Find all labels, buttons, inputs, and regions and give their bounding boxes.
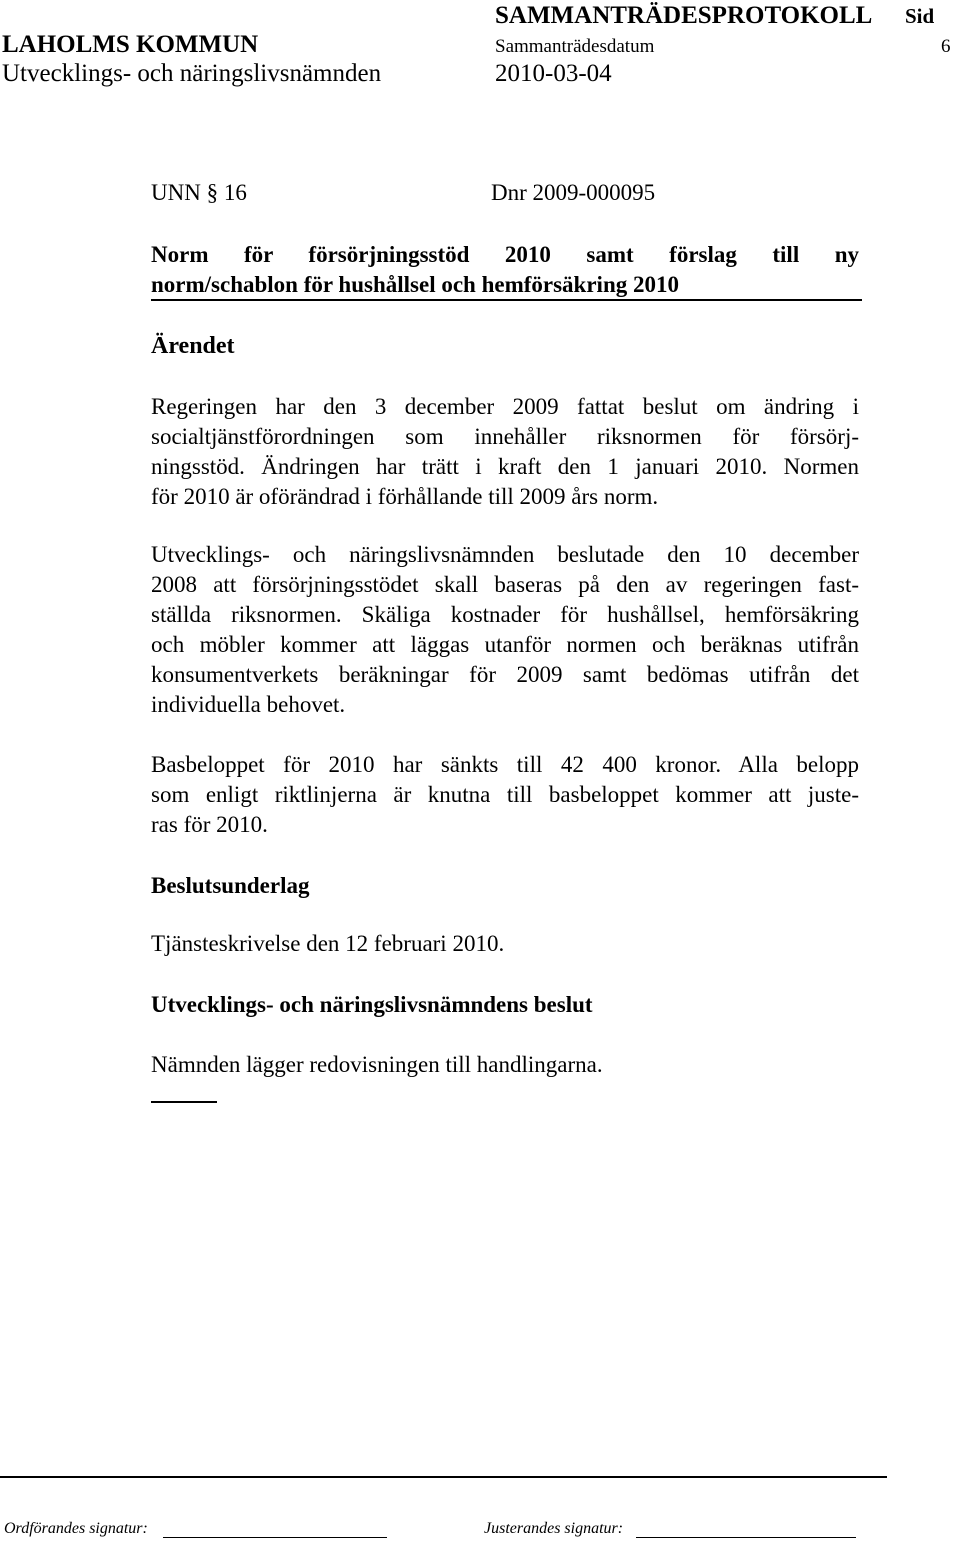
decision-text: Nämnden lägger redovisningen till handlingarna. bbox=[151, 1052, 603, 1077]
paragraph-line: Utvecklings- och näringslivsnämnden beslutade den 10 december bbox=[151, 542, 859, 567]
paragraph-line: ställda riksnormen. Skäliga kostnader för hushållsel, hemförsäkring bbox=[151, 602, 859, 627]
title-underline bbox=[151, 299, 862, 301]
case-title-line: norm/schablon för hushållsel och hemförsäkring 2010 bbox=[151, 272, 679, 297]
end-rule bbox=[151, 1101, 217, 1103]
paragraph-line: Basbeloppet för 2010 har sänkts till 42 400 kronor. Alla belopp bbox=[151, 752, 859, 777]
paragraph-line: Regeringen har den 3 december 2009 fattat beslut om ändring i bbox=[151, 394, 859, 419]
committee-name: Utvecklings- och näringslivsnämnden bbox=[2, 60, 382, 87]
page-label: Sid bbox=[905, 4, 935, 28]
case-title-line: Norm för försörjningsstöd 2010 samt förslag till ny bbox=[151, 242, 859, 267]
case-dnr: Dnr 2009-000095 bbox=[491, 180, 656, 205]
meeting-date: 2010-03-04 bbox=[495, 60, 612, 87]
paragraph-line: för 2010 är oförändrad i förhållande till 2009 års norm. bbox=[151, 484, 659, 509]
paragraph-line: konsumentverkets beräkningar för 2009 samt bedömas utifrån det bbox=[151, 662, 859, 687]
paragraph-2 bbox=[151, 540, 859, 720]
meeting-date-label: Sammanträdesdatum bbox=[495, 36, 655, 57]
case-number: UNN § 16 bbox=[151, 180, 247, 205]
decision-heading: Utvecklings- och näringslivsnämndens beslut bbox=[151, 992, 593, 1017]
beslutsunderlag-heading: Beslutsunderlag bbox=[151, 873, 310, 898]
paragraph-line: som enligt riktlinjerna är knutna till basbeloppet kommer att juste- bbox=[151, 782, 859, 807]
adjuster-signature-line[interactable] bbox=[636, 1537, 856, 1538]
page-number: 6 bbox=[941, 36, 951, 57]
paragraph-1 bbox=[151, 392, 859, 512]
organization-name: LAHOLMS KOMMUN bbox=[2, 31, 259, 58]
paragraph-line: ningsstöd. Ändringen har trätt i kraft den 1 januari 2010. Normen bbox=[151, 454, 859, 479]
case-title bbox=[151, 240, 859, 300]
paragraph-line: individuella behovet. bbox=[151, 692, 346, 717]
arendet-heading: Ärendet bbox=[151, 333, 235, 359]
paragraph-line: 2008 att försörjningsstödet skall baseras på den av regeringen fast- bbox=[151, 572, 859, 597]
paragraph-line: ras för 2010. bbox=[151, 812, 268, 837]
paragraph-3 bbox=[151, 750, 859, 840]
adjuster-signature-label: Justerandes signatur: bbox=[484, 1520, 624, 1537]
document-type: SAMMANTRÄDESPROTOKOLL bbox=[495, 2, 873, 29]
paragraph-line: socialtjänstförordningen som innehåller riksnormen för försörj- bbox=[151, 424, 859, 449]
footer-rule bbox=[0, 1476, 887, 1478]
chair-signature-label: Ordförandes signatur: bbox=[4, 1520, 148, 1537]
beslutsunderlag-text: Tjänsteskrivelse den 12 februari 2010. bbox=[151, 931, 505, 956]
paragraph-line: och möbler kommer att läggas utanför normen och beräknas utifrån bbox=[151, 632, 859, 657]
chair-signature-line[interactable] bbox=[163, 1537, 387, 1538]
